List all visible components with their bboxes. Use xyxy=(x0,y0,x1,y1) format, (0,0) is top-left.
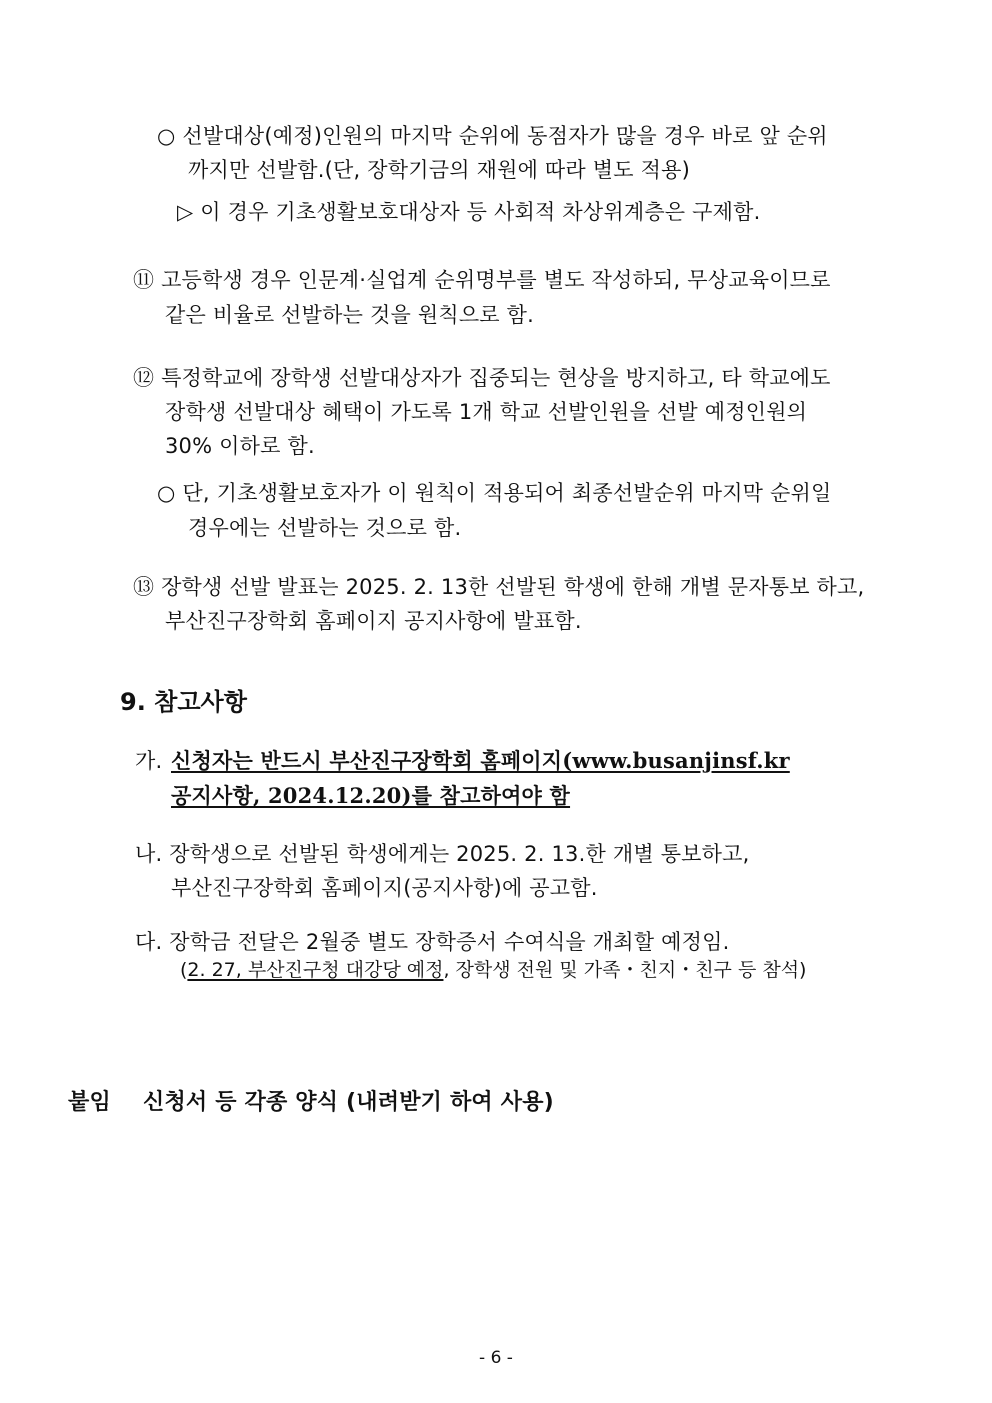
section-9-title: 9. 참고사항 xyxy=(120,688,247,716)
condition-bullet-line-2: 까지만 선발함.(단, 장학기금의 재원에 따라 별도 적용) xyxy=(188,158,690,182)
ga-prefix: 가. xyxy=(135,749,163,773)
da-line-1: 다. 장학금 전달은 2월중 별도 장학증서 수여식을 개최할 예정임. xyxy=(135,930,730,954)
ga-line-1: 신청자는 반드시 부산진구장학회 홈페이지(www.busanjinsf.kr xyxy=(171,748,790,773)
item-11-line-2: 같은 비율로 선발하는 것을 원칙으로 함. xyxy=(165,303,535,327)
item-13-line-2: 부산진구장학회 홈페이지 공지사항에 발표함. xyxy=(165,609,582,633)
na-line-1: 나. 장학생으로 선발된 학생에게는 2025. 2. 13.한 개별 통보하고, xyxy=(135,842,750,866)
ga-line-2: 공지사항, 2024.12.20)를 참고하여야 함 xyxy=(171,783,571,808)
na-line-2: 부산진구장학회 홈페이지(공지사항)에 공고함. xyxy=(171,876,598,900)
exception-arrow-line: ▷ 이 경우 기초생활보호대상자 등 사회적 차상위계층은 구제함. xyxy=(177,200,761,224)
item-12-line-3: 30% 이하로 함. xyxy=(165,434,315,458)
item-11-line-1: ⑪ 고등학생 경우 인문계·실업계 순위명부를 별도 작성하되, 무상교육이므로 xyxy=(133,268,831,292)
da-line-2 xyxy=(180,957,806,983)
da-line-2-open: ( xyxy=(180,959,188,981)
attachment-text: 신청서 등 각종 양식 (내려받기 하여 사용) xyxy=(143,1090,554,1115)
da-line-2-rest: , 장학생 전원 및 가족・친지・친구 등 참석) xyxy=(443,959,807,981)
item-12-line-2: 장학생 선발대상 혜택이 가도록 1개 학교 선발인원을 선발 예정인원의 xyxy=(165,400,808,424)
item-12-sub-line-2: 경우에는 선발하는 것으로 함. xyxy=(188,516,462,540)
attachment-label: 붙임 xyxy=(68,1090,111,1115)
item-12-sub-line-1: ○ 단, 기초생활보호자가 이 원칙이 적용되어 최종선발순위 마지막 순위일 xyxy=(157,481,832,505)
condition-bullet-line-1: ○ 선발대상(예정)인원의 마지막 순위에 동점자가 많을 경우 바로 앞 순위 xyxy=(157,124,828,148)
item-13-line-1: ⑬ 장학생 선발 발표는 2025. 2. 13한 선발된 학생에 한해 개별 문자통보 하고, xyxy=(133,575,865,599)
da-line-2-underlined: 2. 27, 부산진구청 대강당 예정 xyxy=(187,959,444,981)
item-12-line-1: ⑫ 특정학교에 장학생 선발대상자가 집중되는 현상을 방지하고, 타 학교에도 xyxy=(133,366,831,390)
page-number: - 6 - xyxy=(479,1348,513,1368)
